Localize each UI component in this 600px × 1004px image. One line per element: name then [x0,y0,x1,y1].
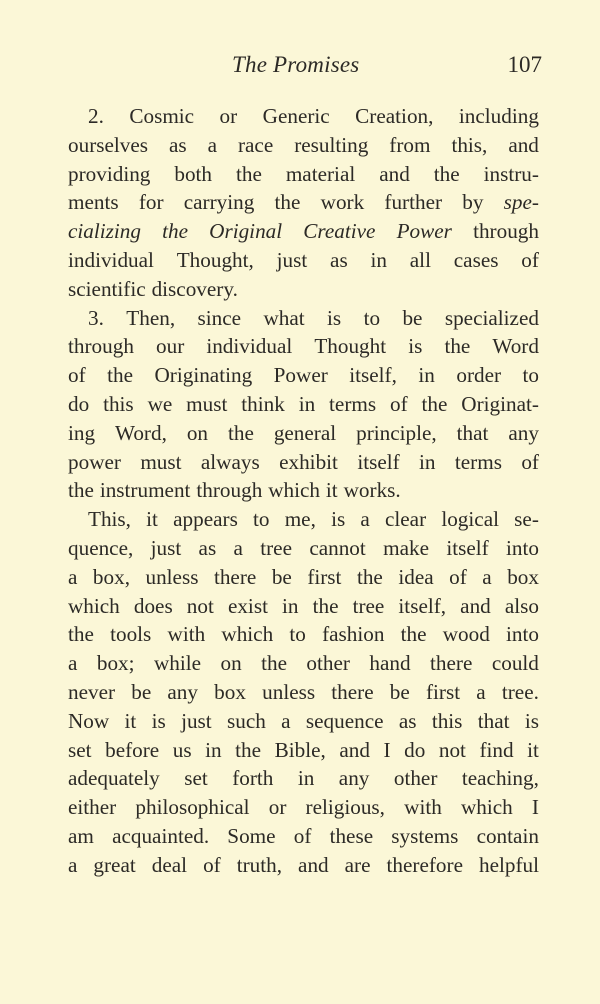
word: a [476,679,486,704]
word: while [153,651,202,676]
word: helpful [478,852,539,877]
word: as [198,535,217,560]
text-line [68,419,539,448]
word: be [402,305,423,330]
word: Creative [303,219,376,244]
word: forth [232,766,274,791]
word: us [172,737,192,762]
word: it [325,478,338,503]
word: tree [352,593,385,618]
word: from [389,132,431,157]
word: to [289,622,306,647]
word: sequence [305,708,384,733]
word: is [524,708,539,733]
word: the [235,737,262,762]
word: scientific [68,276,146,301]
word: the [235,161,262,186]
word: providing [68,161,151,186]
word: tree. [501,679,539,704]
text-line [68,217,539,246]
word: 3. [88,305,104,330]
word: think [241,391,285,416]
word: or [268,795,287,820]
word: systems [391,823,459,848]
text-line [68,476,539,505]
word: always [200,449,260,474]
word: is [151,708,166,733]
word: I [531,795,539,820]
word: is [408,334,423,359]
text-line [68,678,539,707]
text-line [68,160,539,189]
word: the [227,420,254,445]
word: the [421,391,448,416]
word: on [220,651,242,676]
word: a [233,535,243,560]
word: just [150,535,182,560]
word: hand [369,651,411,676]
word: order [456,363,502,388]
text-line [68,505,539,534]
word: do [68,391,90,416]
word: as [168,132,187,157]
word: me, [284,507,316,532]
word: cannot [309,535,366,560]
word: terms [454,449,502,474]
word: is [327,305,342,330]
word: the [68,622,94,647]
word: carrying [183,190,255,215]
word: the [312,593,339,618]
word: material [285,161,356,186]
word: which [460,795,513,820]
word: individual [68,247,154,272]
word: Originating [154,363,253,388]
word: tools [110,622,152,647]
word: in [282,593,299,618]
word: the [68,478,94,503]
word: other [393,766,438,791]
word: first [425,679,461,704]
word: Power [396,219,452,244]
page-header [0,52,600,84]
word: not [186,593,214,618]
word: 2. [88,104,104,128]
word: logical [441,507,499,532]
word: instrument [99,478,191,503]
text-line [68,649,539,678]
word: box [507,564,539,589]
text-line [68,563,539,592]
text-line [68,620,539,649]
word: in [205,737,222,762]
word: into [506,535,539,560]
word: truth, [236,852,283,877]
word: as [330,247,348,272]
word: box, [92,564,130,589]
word: the [261,651,287,676]
word: other [306,651,350,676]
word: just [276,247,308,272]
text-line [68,707,539,736]
word: exhibit [279,449,338,474]
word: teaching, [461,766,539,791]
word: fashion [322,622,385,647]
word: individual [206,334,293,359]
word: acquainted. [112,823,210,848]
word: in [297,766,315,791]
text-line [68,188,539,217]
word: Thought, [176,247,254,272]
word: great [93,852,136,877]
text-line [68,764,539,793]
text-line [68,793,539,822]
word: with [404,795,442,820]
word: all [409,247,431,272]
word: the [274,190,301,215]
word: to [363,305,381,330]
text-line [68,304,539,333]
word: a [482,564,492,589]
word: general [273,420,337,445]
word: and [379,161,410,186]
text-line [68,592,539,621]
word: deal [151,852,188,877]
word: power [68,449,121,474]
word: find [479,737,514,762]
word: of [203,852,221,877]
word: never [68,679,116,704]
word: such [227,708,266,733]
word: unless [262,679,316,704]
word: appears [173,507,238,532]
word: Power [273,363,328,388]
word: unless [145,564,199,589]
text-line [68,275,539,304]
word: Cosmic [129,104,195,128]
body-text [68,102,539,880]
text-line [68,361,539,390]
word: ourselves [68,132,149,157]
word: a [68,651,78,676]
word: make [383,535,429,560]
word: itself [446,535,489,560]
word: is [331,507,346,532]
word: which [221,622,274,647]
word: exist [227,593,268,618]
word: cases [453,247,499,272]
word: a [68,564,78,589]
word: Thought [314,334,387,359]
word: including [458,104,539,128]
word: Creation, [355,104,434,128]
text-line [68,736,539,765]
word: through [196,478,263,503]
word: both [174,161,213,186]
text-line [68,246,539,275]
word: our [156,334,185,359]
page-number: 107 [507,52,542,77]
word: we [147,391,173,416]
word: these [329,823,374,848]
word: must [186,391,228,416]
word: of [521,247,539,272]
word: adequately [68,766,160,791]
word: does [133,593,173,618]
word: I [383,737,391,762]
word: not [438,737,466,762]
word: box [214,679,246,704]
word: spe- [503,190,539,215]
word: be [131,679,152,704]
word: Bible, [274,737,326,762]
text-line [68,390,539,419]
word: first [307,564,342,589]
word: Word [492,334,539,359]
word: ments [68,190,119,215]
word: and [460,593,491,618]
text-line [68,131,539,160]
word: in [419,449,436,474]
text-line [68,534,539,563]
word: this, [451,132,488,157]
word: as [398,708,417,733]
word: a [68,852,78,877]
word: this [103,391,134,416]
word: This, [88,507,131,532]
word: a [281,708,291,733]
word: Word, [115,420,167,445]
word: clear [384,507,427,532]
word: that [477,708,510,733]
word: set [184,766,208,791]
word: Originat- [461,391,539,416]
word: do [404,737,426,762]
word: race [237,132,274,157]
word: work [320,190,365,215]
word: in [370,247,387,272]
word: itself, [349,363,397,388]
word: to [522,363,539,388]
word: the [162,219,189,244]
word: be [271,564,292,589]
word: through [473,219,539,244]
word: of [449,564,467,589]
word: it [124,708,137,733]
word: which [68,593,120,618]
word: works. [343,478,401,503]
word: Original [209,219,283,244]
word: must [140,449,182,474]
word: idea [398,564,434,589]
word: contain [476,823,539,848]
word: specialized [444,305,539,330]
word: or [219,104,238,128]
word: of [521,449,539,474]
word: in [418,363,435,388]
word: and [298,852,329,877]
word: ing [68,420,96,445]
word: what [263,305,305,330]
word: a [207,132,217,157]
word: further [384,190,443,215]
word: with [167,622,206,647]
word: either [68,795,117,820]
word: just [181,708,212,733]
word: this [431,708,463,733]
word: through [68,334,134,359]
text-line [68,851,539,880]
word: of [293,823,312,848]
word: the [356,564,383,589]
word: are [344,852,371,877]
word: of [68,363,86,388]
word: discovery. [151,276,238,301]
word: any [508,420,539,445]
word: it [146,507,158,532]
word: principle, [356,420,437,445]
word: Some [227,823,276,848]
text-line [68,822,539,851]
word: which [268,478,320,503]
word: on [186,420,209,445]
word: the [433,161,460,186]
word: resulting [294,132,369,157]
word: quence, [68,535,134,560]
word: could [491,651,539,676]
word: religious, [305,795,385,820]
word: any [338,766,370,791]
word: itself, [398,593,447,618]
word: therefore [386,852,463,877]
word: am [68,823,94,848]
word: of [390,391,408,416]
word: it [527,737,539,762]
word: the [107,363,134,388]
word: set [68,737,92,762]
word: terms [329,391,377,416]
word: since [197,305,242,330]
word: Then, [126,305,176,330]
word: to [253,507,270,532]
running-title: The Promises [232,52,360,77]
word: se- [514,507,539,532]
word: any [167,679,198,704]
word: itself [357,449,400,474]
word: there [331,679,374,704]
word: wood [442,622,490,647]
word: in [298,391,316,416]
word: the [444,334,471,359]
word: tree [260,535,292,560]
text-line [68,332,539,361]
word: also [504,593,539,618]
word: and [339,737,370,762]
text-line [68,448,539,477]
word: by [462,190,484,215]
text-line [68,102,539,131]
word: there [430,651,473,676]
word: into [506,622,539,647]
word: philosophical [135,795,250,820]
word: be [389,679,410,704]
word: a [360,507,370,532]
word: box; [96,651,135,676]
word: that [456,420,489,445]
word: for [138,190,164,215]
word: before [105,737,160,762]
word: cializing [68,219,141,244]
word: instru- [483,161,539,186]
word: there [213,564,257,589]
word: the [400,622,427,647]
word: Generic [262,104,330,128]
word: Now [68,708,110,733]
word: and [508,132,539,157]
